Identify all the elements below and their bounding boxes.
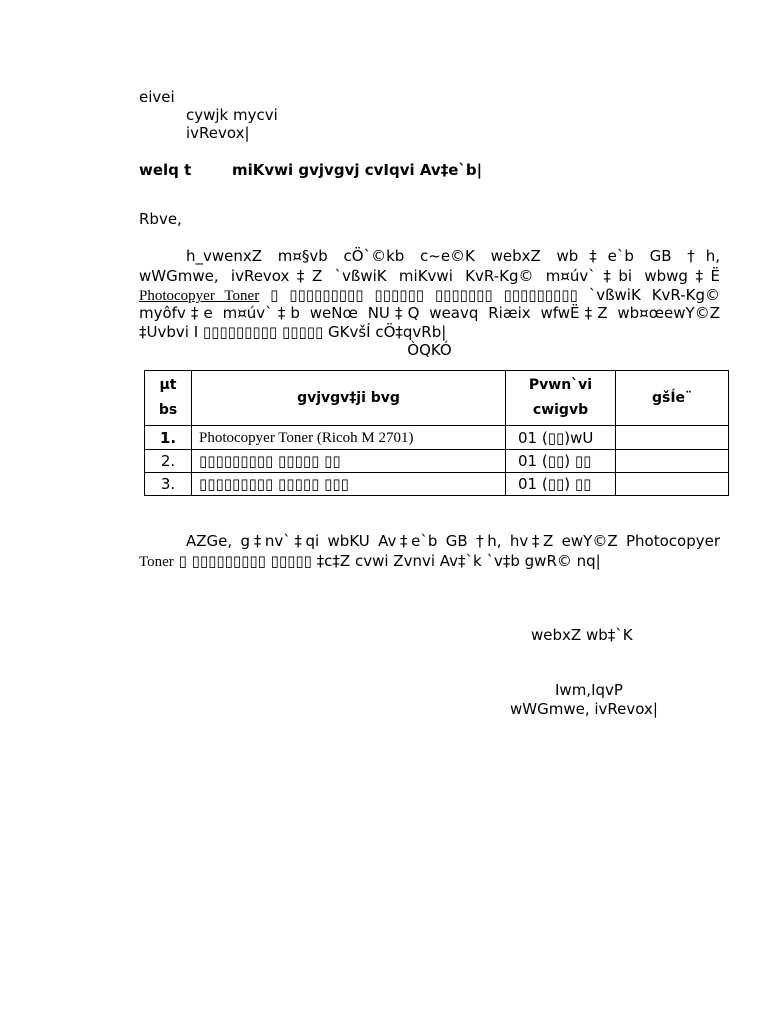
body-line-3-product: Photocopyer Toner [139, 288, 260, 304]
sign-off: webxZ wb‡`K [531, 626, 633, 644]
body-line-3 [139, 286, 720, 305]
body-line-4: myôfv‡e m¤úv`‡b weNœ NU‡Q weavq Riæix wfwË‡Z wb¤œewY©Z [139, 304, 720, 322]
closing-line-2-rest: ▯ ▯▯▯▯▯▯▯▯▯ ▯▯▯▯▯ ‡c‡Z cvwi Zvnvi Av‡`k `v‡b gwR© nq| [178, 552, 601, 570]
list-heading: ÒQKÓ [407, 341, 452, 359]
body-line-3-rest: ▯ ▯▯▯▯▯▯▯▯▯ ▯▯▯▯▯▯ ▯▯▯▯▯▯▯ ▯▯▯▯▯▯▯▯▯ `vßwiK KvR-Kg© [270, 286, 720, 304]
row-quantity: 01 (▯▯)wU [506, 426, 616, 450]
table-header-row [145, 371, 729, 426]
row-quantity: 01 (▯▯) ▯▯ [506, 473, 616, 496]
row-quantity: 01 (▯▯) ▯▯ [506, 450, 616, 473]
row-serial: 3. [145, 473, 192, 496]
row-remarks [616, 450, 729, 473]
row-serial: 2. [145, 450, 192, 473]
closing-line-2 [139, 552, 601, 571]
row-remarks [616, 473, 729, 496]
row-item: ▯▯▯▯▯▯▯▯▯ ▯▯▯▯▯ ▯▯▯ [192, 473, 506, 496]
header-quantity-line-2: cwigvb [532, 402, 589, 418]
address-line-1: eivei [139, 88, 175, 106]
row-item: ▯▯▯▯▯▯▯▯▯ ▯▯▯▯▯ ▯▯ [192, 450, 506, 473]
signatory-name: Iwm,IqvP [555, 681, 623, 699]
body-line-2: wWGmwe, ivRevox‡Z `vßwiK miKvwi KvR-Kg© m¤úv`‡bi wbwg‡Ë [139, 267, 720, 285]
table-row [145, 473, 729, 496]
subject-label: welq t [139, 161, 192, 179]
row-serial: 1. [145, 426, 192, 450]
header-serial-line-1: µt [159, 377, 177, 393]
subject-text: miKvwi gvjvgvj cvIqvi Av‡e`b| [232, 161, 483, 179]
row-remarks [616, 426, 729, 450]
header-remarks: gšÍe¨ [616, 371, 729, 426]
closing-line-1: AZGe, g‡nv`‡qi wbKU Av‡e`b GB †h, hv‡Z ewY©Z Photocopyer [186, 532, 720, 550]
salutation: Rbve, [139, 210, 182, 228]
header-quantity [506, 371, 616, 426]
address-line-3: ivRevox| [186, 124, 250, 142]
header-serial [145, 371, 192, 426]
header-serial-line-2: bs [158, 402, 178, 418]
address-line-2: cywjk mycvi [186, 106, 278, 124]
table-row [145, 450, 729, 473]
body-line-5: ‡Uvbvi I ▯▯▯▯▯▯▯▯▯ ▯▯▯▯▯ GKvšÍ cÖ‡qvRb| [139, 323, 447, 341]
table-row [145, 426, 729, 450]
items-table [144, 370, 729, 496]
header-item: gvjvgv‡ji bvg [192, 371, 506, 426]
row-item: Photocopyer Toner (Ricoh M 2701) [192, 426, 506, 450]
header-quantity-line-1: Pvwn`vi [528, 377, 593, 393]
closing-line-2-product: Toner [139, 554, 174, 570]
signatory-office: wWGmwe, ivRevox| [510, 700, 658, 718]
body-line-1: h_vwenxZ m¤§vb cÖ`©kb c~e©K webxZ wb‡e`b GB †h, [186, 247, 720, 265]
